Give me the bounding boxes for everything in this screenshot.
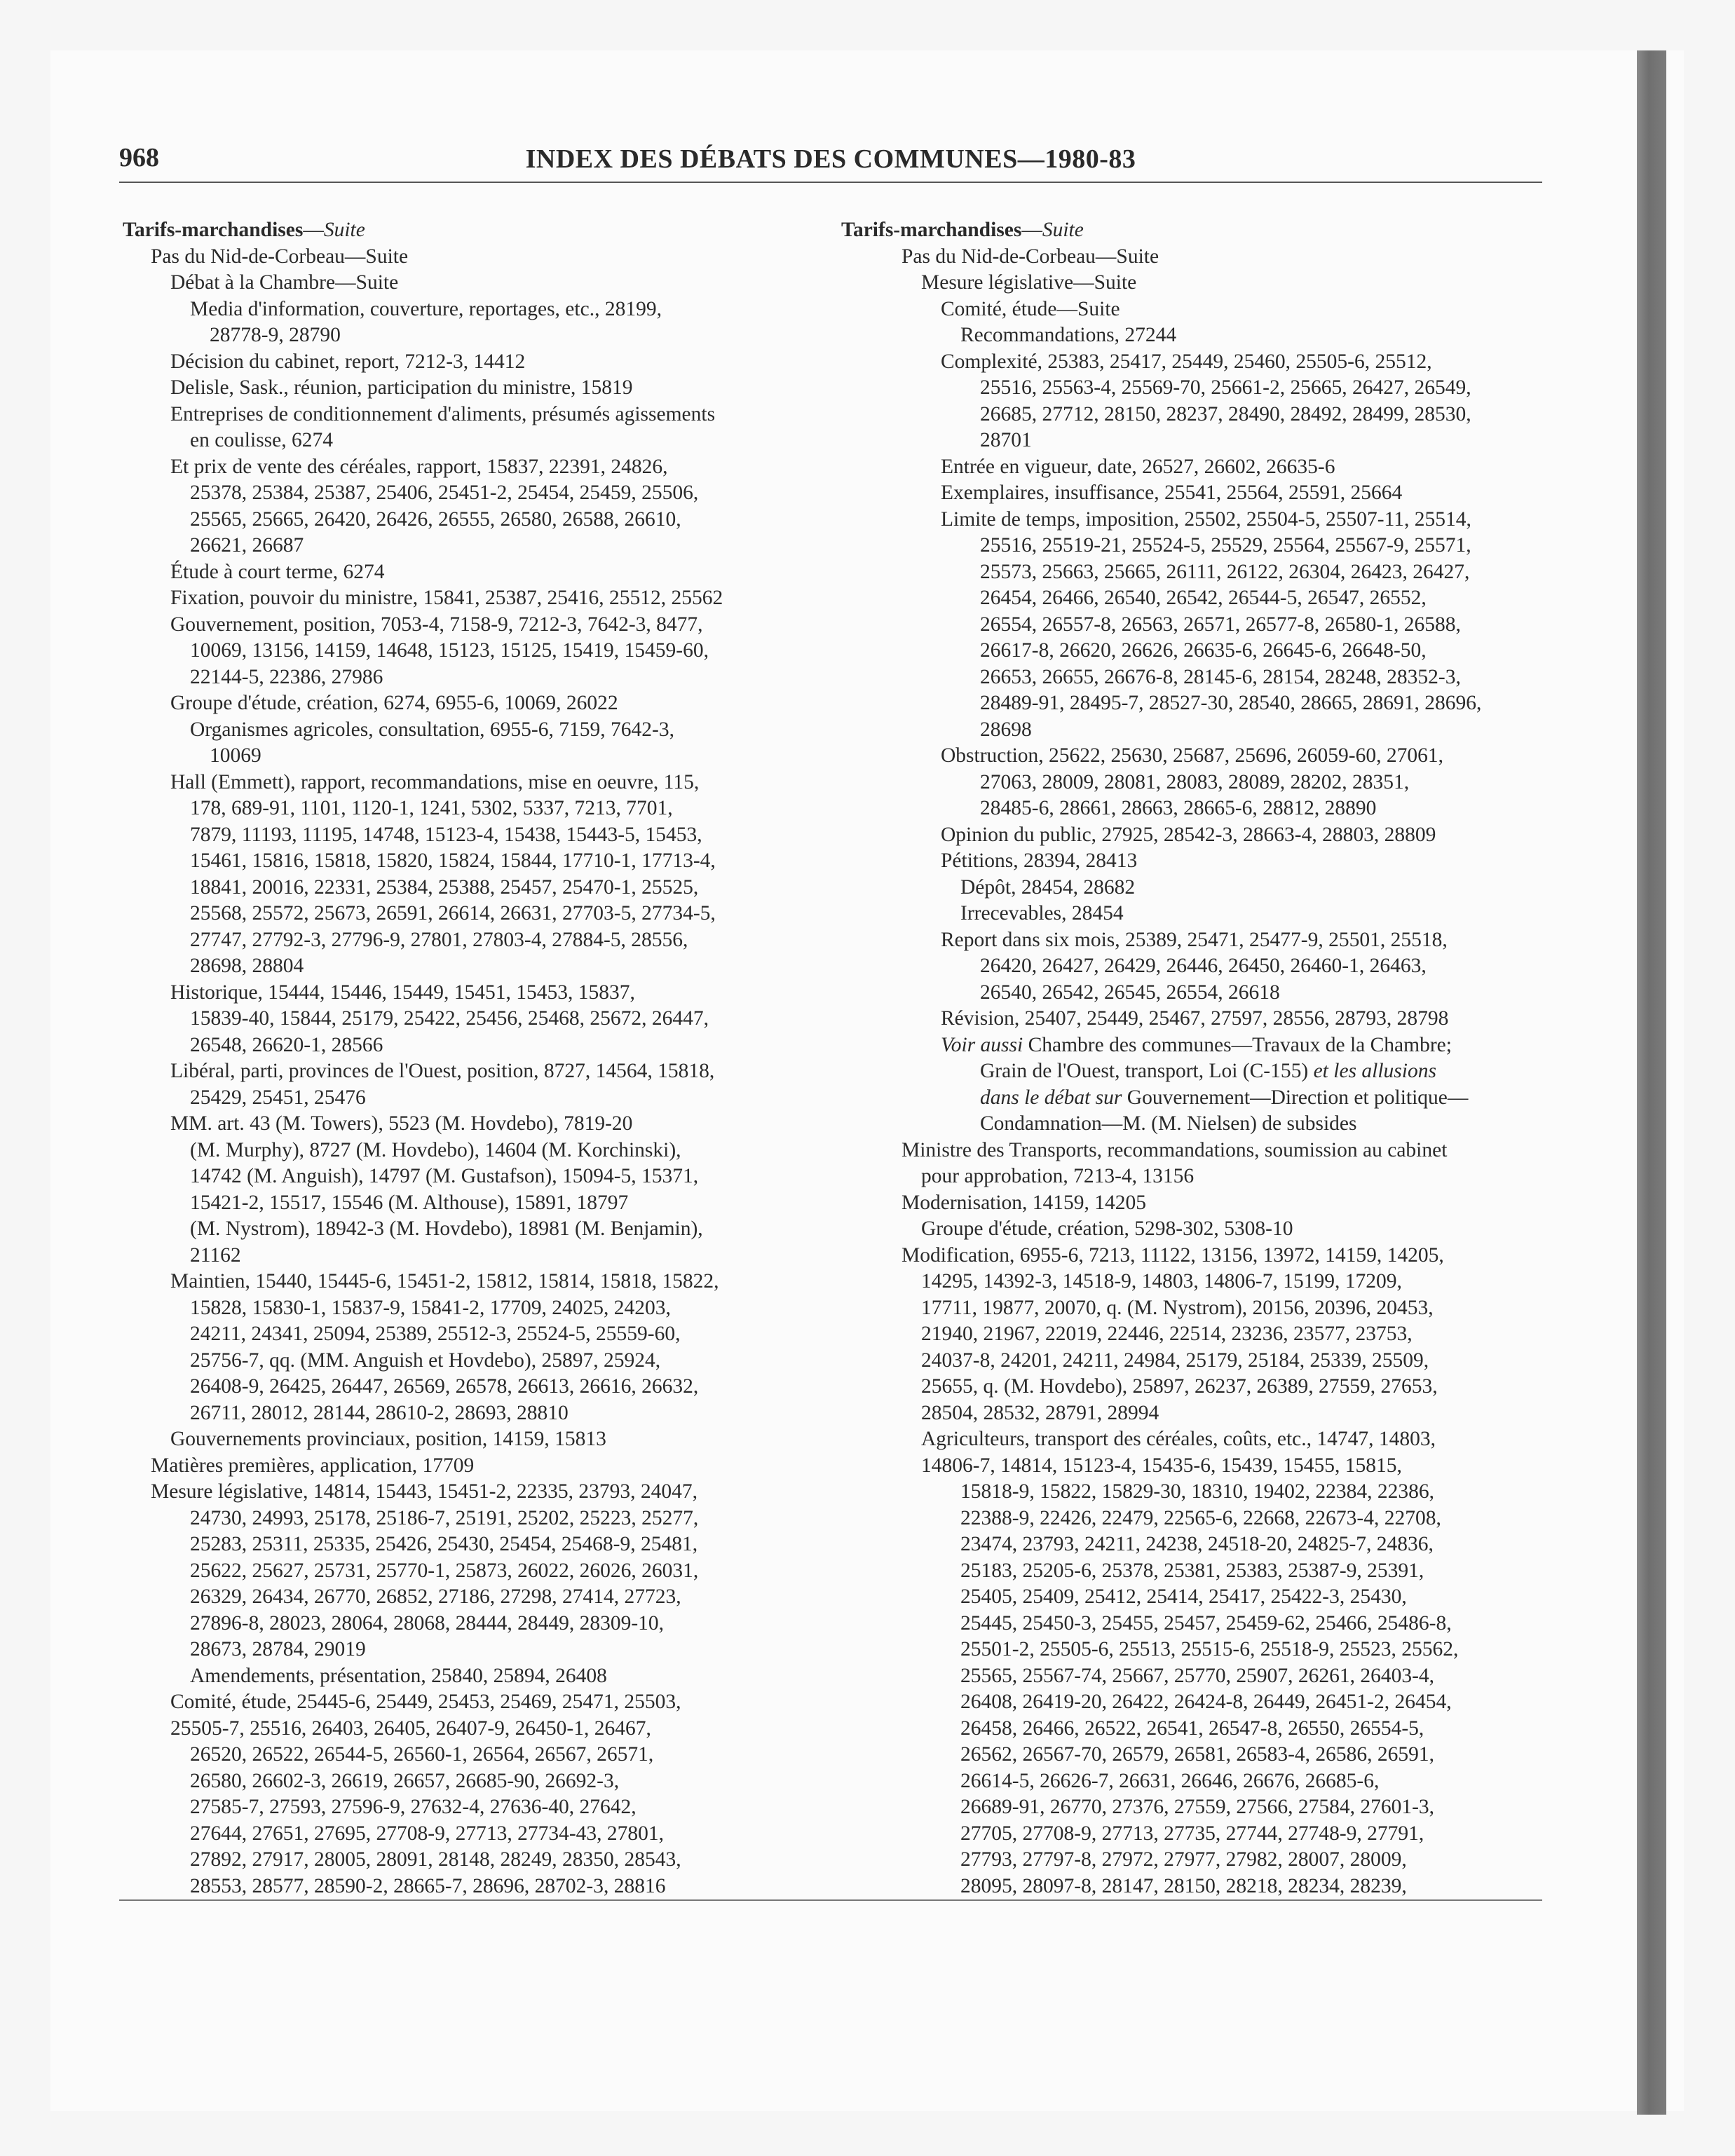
index-entry-line: 22144-5, 22386, 27986 [190,665,383,688]
index-entry-line: 28701 [980,429,1032,451]
index-entry-line: Recommandations, 27244 [960,324,1177,346]
index-entry-line: 28698, 28804 [190,955,304,977]
index-entry-line: 17711, 19877, 20070, q. (M. Nystrom), 20156, 20396, 20453, [921,1296,1434,1319]
index-entry-line: Étude à court terme, 6274 [170,560,385,583]
index-entry-line: 25573, 25663, 25665, 26111, 26122, 26304, 26423, 26427, [980,560,1470,583]
index-entry-line: Comité, étude, 25445-6, 25449, 25453, 25469, 25471, 25503, [170,1691,681,1713]
index-entry-line: Libéral, parti, provinces de l'Ouest, position, 8727, 14564, 15818, [170,1060,715,1082]
index-entry-line: Obstruction, 25622, 25630, 25687, 25696, 26059-60, 27061, [941,744,1443,767]
index-entry-line: 26562, 26567-70, 26579, 26581, 26583-4, 26586, 26591, [960,1743,1435,1766]
index-entry-line: 27892, 27917, 28005, 28091, 28148, 28249, 28350, 28543, [190,1848,681,1871]
index-entry-line: Gouvernements provinciaux, position, 14159, 15813 [170,1428,606,1450]
index-entry-line: Agriculteurs, transport des céréales, coûts, etc., 14747, 14803, [921,1428,1436,1450]
index-entry-line: 28485-6, 28661, 28663, 28665-6, 28812, 28890 [980,797,1377,819]
index-entry-line: 28673, 28784, 29019 [190,1638,366,1660]
index-entry-line: 28489-91, 28495-7, 28527-30, 28540, 28665, 28691, 28696, [980,692,1482,714]
index-entry-line: 27705, 27708-9, 27713, 27735, 27744, 27748-9, 27791, [960,1822,1424,1845]
index-entry-line: 26685, 27712, 28150, 28237, 28490, 28492, 28499, 28530, [980,402,1471,425]
entry-text: — [303,219,324,241]
index-entry-line: Fixation, pouvoir du ministre, 15841, 25387, 25416, 25512, 25562 [170,587,723,609]
index-entry-line: 27747, 27792-3, 27796-9, 27801, 27803-4, 27884-5, 28556, [190,928,688,951]
index-entry-line: Modification, 6955-6, 7213, 11122, 13156, 13972, 14159, 14205, [901,1243,1444,1267]
index-entry-line: 26711, 28012, 28144, 28610-2, 28693, 28810 [190,1401,569,1424]
footer-rule [119,1899,1542,1901]
index-entry-line: Hall (Emmett), rapport, recommandations, mise en oeuvre, 115, [170,770,700,793]
italic-text: Suite [323,219,365,241]
index-entry-line: 28504, 28532, 28791, 28994 [921,1401,1159,1424]
index-entry-line: 28553, 28577, 28590-2, 28665-7, 28696, 28702-3, 28816 [190,1874,666,1897]
index-entry-line: Groupe d'étude, création, 6274, 6955-6, 10069, 26022 [170,692,618,714]
index-entry-line: 15828, 15830-1, 15837-9, 15841-2, 17709, 24025, 24203, [190,1296,671,1319]
index-entry-line: 14806-7, 14814, 15123-4, 15435-6, 15439, 15455, 15815, [921,1454,1402,1477]
italic-text: dans le débat sur [980,1086,1122,1109]
index-entry-line: 28095, 28097-8, 28147, 28150, 28218, 28234, 28239, [960,1874,1407,1897]
entry-text: Grain de l'Ouest, transport, Loi (C-155) [980,1060,1314,1082]
index-entry-line: Et prix de vente des céréales, rapport, 15837, 22391, 24826, [170,455,668,478]
index-entry-line: Mesure législative—Suite [921,271,1137,294]
index-entry-line: 26617-8, 26620, 26626, 26635-6, 26645-6, 26648-50, [980,639,1427,662]
index-entry-line: 25405, 25409, 25412, 25414, 25417, 25422-3, 25430, [960,1585,1407,1608]
index-entry-line: 26329, 26434, 26770, 26852, 27186, 27298, 27414, 27723, [190,1585,681,1608]
index-entry-line: Delisle, Sask., réunion, participation du ministre, 15819 [170,376,633,399]
index-entry-line: 26408-9, 26425, 26447, 26569, 26578, 26613, 26616, 26632, [190,1375,699,1398]
index-entry-line: 25516, 25519-21, 25524-5, 25529, 25564, 25567-9, 25571, [980,534,1471,557]
index-entry-line: Pas du Nid-de-Corbeau—Suite [151,245,409,268]
index-entry-line: Historique, 15444, 15446, 15449, 15451, 15453, 15837, [170,981,635,1004]
entry-heading: Tarifs-marchandises [123,219,304,241]
index-entry-line: 14742 (M. Anguish), 14797 (M. Gustafson), 15094-5, 15371, [190,1165,699,1187]
index-entry-line: Groupe d'étude, création, 5298-302, 5308-10 [921,1217,1293,1240]
index-entry-line: Complexité, 25383, 25417, 25449, 25460, 25505-6, 25512, [941,350,1432,373]
entry-heading: Tarifs-marchandises [841,219,1022,241]
index-entry-line: 15839-40, 15844, 25179, 25422, 25456, 25468, 25672, 26447, [190,1007,709,1030]
index-entry-line: 25501-2, 25505-6, 25513, 25515-6, 25518-9, 25523, 25562, [960,1638,1459,1660]
index-entry-line: 24037-8, 24201, 24211, 24984, 25179, 25184, 25339, 25509, [921,1349,1429,1372]
index-entry-line: 26614-5, 26626-7, 26631, 26646, 26676, 26685-6, [960,1769,1380,1792]
index-entry-line: 25516, 25563-4, 25569-70, 25661-2, 25665, 26427, 26549, [980,376,1471,399]
index-entry-line: 25429, 25451, 25476 [190,1086,366,1109]
header-rule [119,182,1542,183]
index-entry-line: Report dans six mois, 25389, 25471, 25477-9, 25501, 25518, [941,928,1448,951]
index-entry-line: 26580, 26602-3, 26619, 26657, 26685-90, 26692-3, [190,1769,620,1792]
index-entry-line: Opinion du public, 27925, 28542-3, 28663-4, 28803, 28809 [941,823,1436,846]
index-entry-line: 15461, 15816, 15818, 15820, 15824, 15844, 17710-1, 17713-4, [190,850,716,872]
index-entry-line: Irrecevables, 28454 [960,902,1124,925]
index-entry-line: Organismes agricoles, consultation, 6955-6, 7159, 7642-3, [190,718,674,741]
index-entry-line: Décision du cabinet, report, 7212-3, 14412 [170,350,526,373]
italic-text: Suite [1042,219,1084,241]
index-entry-line: Révision, 25407, 25449, 25467, 27597, 28556, 28793, 28798 [941,1007,1449,1030]
index-entry-line: 14295, 14392-3, 14518-9, 14803, 14806-7, 15199, 17209, [921,1270,1402,1292]
index-entry-line [841,1085,1542,1112]
index-entry-line: 26520, 26522, 26544-5, 26560-1, 26564, 26567, 26571, [190,1743,654,1766]
index-entry-line: 27063, 28009, 28081, 28083, 28089, 28202, 28351, [980,770,1410,793]
index-entry-line: Pétitions, 28394, 28413 [941,850,1138,872]
index-entry-line: 27585-7, 27593, 27596-9, 27632-4, 27636-40, 27642, [190,1796,637,1818]
index-entry-line: 25505-7, 25516, 26403, 26405, 26407-9, 26450-1, 26467, [170,1717,651,1740]
running-head: INDEX DES DÉBATS DES COMMUNES—1980-83 [525,144,1136,174]
index-entry-line: 15421-2, 15517, 15546 (M. Althouse), 15891, 18797 [190,1191,629,1214]
index-entry-line: 27896-8, 28023, 28064, 28068, 28444, 28449, 28309-10, [190,1611,665,1635]
index-entry-line: 24211, 24341, 25094, 25389, 25512-3, 25524-5, 25559-60, [190,1323,681,1345]
index-entry-line: 25378, 25384, 25387, 25406, 25451-2, 25454, 25459, 25506, [190,482,699,504]
index-entry-line: 25183, 25205-6, 25378, 25381, 25383, 25387-9, 25391, [960,1559,1424,1582]
index-entry-line: pour approbation, 7213-4, 13156 [921,1165,1195,1187]
index-entry-line: 26540, 26542, 26545, 26554, 26618 [980,981,1280,1004]
index-entry-line: 18841, 20016, 22331, 25384, 25388, 25457, 25470-1, 25525, [190,875,699,899]
index-entry-line: Exemplaires, insuffisance, 25541, 25564, 25591, 25664 [941,482,1403,504]
index-entry-line: 10069 [210,744,261,767]
index-entry-line: en coulisse, 6274 [190,429,334,451]
index-entry-line: 21162 [190,1243,241,1267]
index-entry-line: 26653, 26655, 26676-8, 28145-6, 28154, 28248, 28352-3, [980,665,1461,688]
index-entry-line: 25445, 25450-3, 25455, 25457, 25459-62, 25466, 25486-8, [960,1611,1452,1635]
italic-text: Voir aussi [941,1033,1023,1056]
index-entry-line [841,1058,1542,1085]
index-entry-line: 7879, 11193, 11195, 14748, 15123-4, 15438, 15443-5, 15453, [190,823,702,846]
index-entry-line: 25283, 25311, 25335, 25426, 25430, 25454, 25468-9, 25481, [190,1533,698,1555]
index-entry-line: 26454, 26466, 26540, 26542, 26544-5, 26547, 26552, [980,587,1427,609]
right-column [841,217,1542,1899]
index-entry-line: 25756-7, qq. (MM. Anguish et Hovdebo), 25897, 25924, [190,1349,661,1372]
index-entry-line: Condamnation—M. (M. Nielsen) de subsides [980,1112,1357,1135]
index-entry-line: (M. Nystrom), 18942-3 (M. Hovdebo), 18981 (M. Benjamin), [190,1217,703,1240]
index-entry-line: 28778-9, 28790 [210,324,341,346]
index-entry-line: 25622, 25627, 25731, 25770-1, 25873, 26022, 26026, 26031, [190,1559,699,1582]
index-entry-line: Débat à la Chambre—Suite [170,271,399,294]
index-entry-line: Ministre des Transports, recommandations, soumission au cabinet [901,1138,1448,1161]
index-entry-line: Matières premières, application, 17709 [151,1454,475,1477]
index-entry-line: 25565, 25665, 26420, 26426, 26555, 26580, 26588, 26610, [190,507,681,531]
index-entry-line: Entreprises de conditionnement d'aliments, présumés agissements [170,402,716,425]
index-entry-line: 26554, 26557-8, 26563, 26571, 26577-8, 26580-1, 26588, [980,613,1461,636]
index-entry-line: 26408, 26419-20, 26422, 26424-8, 26449, 26451-2, 26454, [960,1691,1452,1713]
page-number: 968 [119,143,159,172]
index-entry-line: Modernisation, 14159, 14205 [901,1191,1147,1214]
index-entry-line: Dépôt, 28454, 28682 [960,875,1136,899]
index-entry-line: Mesure législative, 14814, 15443, 15451-2, 22335, 23793, 24047, [151,1480,698,1503]
index-entry-line: 26548, 26620-1, 28566 [190,1033,383,1056]
entry-text: — [1021,219,1042,241]
index-entry-line: 24730, 24993, 25178, 25186-7, 25191, 25202, 25223, 25277, [190,1506,699,1529]
index-entry-line: 178, 689-91, 1101, 1120-1, 1241, 5302, 5337, 7213, 7701, [190,797,673,819]
index-entry-line: (M. Murphy), 8727 (M. Hovdebo), 14604 (M. Korchinski), [190,1138,681,1161]
index-entry-line: 21940, 21967, 22019, 22446, 22514, 23236, 23577, 23753, [921,1323,1413,1345]
index-entry-line: 26420, 26427, 26429, 26446, 26450, 26460-1, 26463, [980,955,1427,977]
index-entry-line: Maintien, 15440, 15445-6, 15451-2, 15812, 15814, 15818, 15822, [170,1270,719,1292]
index-entry-line: 26689-91, 26770, 27376, 27559, 27566, 27584, 27601-3, [960,1796,1435,1818]
index-entry-line: Entrée en vigueur, date, 26527, 26602, 26635-6 [941,455,1335,478]
index-entry-line [841,1032,1542,1059]
index-entry-line: 27793, 27797-8, 27972, 27977, 27982, 28007, 28009, [960,1848,1407,1871]
index-entry-line: Pas du Nid-de-Corbeau—Suite [901,245,1159,268]
entry-text: Chambre des communes—Travaux de la Chambre; [1023,1033,1452,1056]
index-entry-line: 10069, 13156, 14159, 14648, 15123, 15125, 15419, 15459-60, [190,639,709,662]
index-entry-line: 26458, 26466, 26522, 26541, 26547-8, 26550, 26554-5, [960,1717,1424,1740]
left-column [123,217,831,1899]
index-entry-line: 25655, q. (M. Hovdebo), 25897, 26237, 26389, 27559, 27653, [921,1375,1438,1398]
index-entry-line: 28698 [980,718,1032,741]
italic-text: et les allusions [1313,1060,1436,1082]
index-entry-line [841,217,1542,244]
index-entry-line: Gouvernement, position, 7053-4, 7158-9, 7212-3, 7642-3, 8477, [170,613,703,636]
index-entry-line: 26621, 26687 [190,534,304,557]
page-header [119,142,1542,184]
index-entry-line: 22388-9, 22426, 22479, 22565-6, 22668, 22673-4, 22708, [960,1506,1441,1529]
index-entry-line: 23474, 23793, 24211, 24238, 24518-20, 24825-7, 24836, [960,1533,1434,1555]
index-entry-line: 27644, 27651, 27695, 27708-9, 27713, 27734-43, 27801, [190,1822,665,1845]
index-entry-line: Amendements, présentation, 25840, 25894, 26408 [190,1664,607,1687]
index-entry-line: MM. art. 43 (M. Towers), 5523 (M. Hovdebo), 7819-20 [170,1112,633,1135]
index-entry-line: 25568, 25572, 25673, 26591, 26614, 26631, 27703-5, 27734-5, [190,902,716,925]
index-entry-line: 25565, 25567-74, 25667, 25770, 25907, 26261, 26403-4, [960,1664,1435,1687]
entry-text: Gouvernement—Direction et politique— [1122,1086,1469,1109]
index-entry-line: Comité, étude—Suite [941,297,1120,320]
index-entry-line: 15818-9, 15822, 15829-30, 18310, 19402, 22384, 22386, [960,1480,1435,1503]
index-entry-line [123,217,831,244]
book-spine-shadow [1637,50,1666,2115]
index-entry-line: Limite de temps, imposition, 25502, 25504-5, 25507-11, 25514, [941,507,1471,531]
index-entry-line: Media d'information, couverture, reportages, etc., 28199, [190,297,662,320]
